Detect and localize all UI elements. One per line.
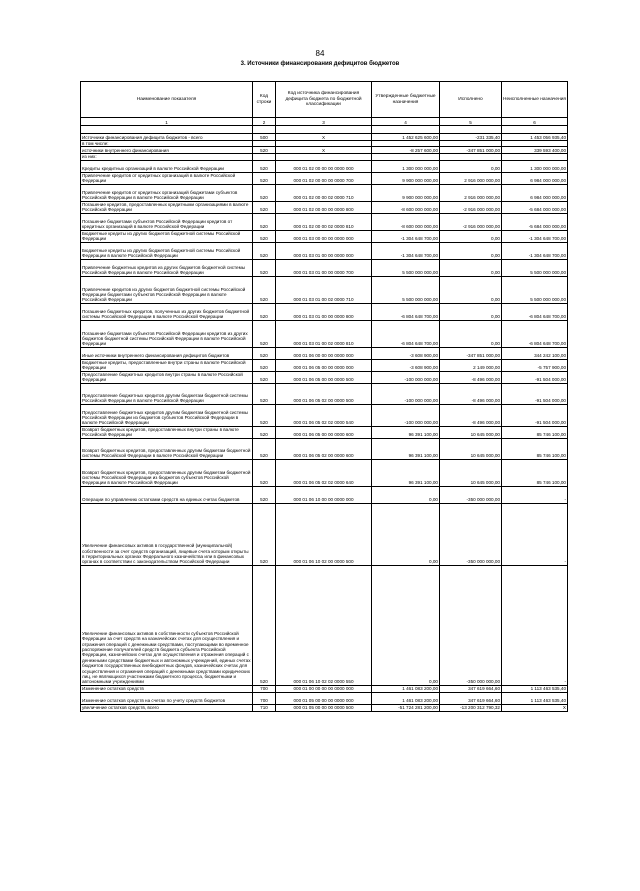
row-approved: -51 724 281 200,00	[372, 704, 440, 711]
row-executed: 2 916 000 000,00	[440, 172, 502, 184]
row-unexecuted: 6 984 000 000,00	[502, 172, 568, 184]
row-line-code: 520	[253, 201, 276, 213]
column-header: Код строки	[253, 82, 276, 118]
row-executed: 0,00	[440, 242, 502, 259]
row-executed: -8 496 000,00	[440, 371, 502, 383]
row-source-code: 000 01 06 05 00 00 0000 000	[276, 359, 372, 371]
row-unexecuted: -5 757 900,00	[502, 359, 568, 371]
row-approved: 5 500 000 000,00	[372, 276, 440, 303]
row-approved: 0,00	[372, 503, 440, 565]
row-unexecuted: -1 304 648 700,00	[502, 230, 568, 242]
column-header: Наименование показателя	[81, 82, 253, 118]
row-name: Погашение кредитов, предоставленных кредитными организациями в валюте Российской Федерации	[81, 201, 253, 213]
row-unexecuted: -	[502, 565, 568, 685]
row-name: Изменение остатков средств	[81, 685, 253, 692]
column-index: 3	[276, 118, 372, 126]
row-name: Предоставление бюджетных кредитов внутри страны в валюте Российской Федерации	[81, 371, 253, 383]
row-executed: 347 619 664,60	[440, 692, 502, 704]
table-row	[81, 459, 568, 486]
row-name: источники внутреннего финансирования	[81, 147, 253, 154]
row-name: Привлечение кредитов от кредитных организаций бюджетами субъектов Российской Федерации в валюте Российской Федерации	[81, 184, 253, 201]
row-unexecuted: 6 984 000 000,00	[502, 184, 568, 201]
row-executed: -350 000 000,00	[440, 486, 502, 503]
row-unexecuted: -6 804 648 700,00	[502, 303, 568, 320]
row-approved: -100 000 000,00	[372, 383, 440, 404]
row-source-code: 000 01 02 00 00 02 0000 710	[276, 184, 372, 201]
row-line-code: 520	[253, 459, 276, 486]
row-approved: -8 257 600,00	[372, 147, 440, 154]
row-name: Бюджетные кредиты, предоставленные внутри страны в валюте Российской Федерации	[81, 359, 253, 371]
row-executed: 2 149 000,00	[440, 359, 502, 371]
row-name	[81, 126, 253, 134]
row-executed: 0,00	[440, 259, 502, 276]
row-approved: 5 500 000 000,00	[372, 259, 440, 276]
row-source-code: 000 01 06 05 02 02 0000 640	[276, 459, 372, 486]
column-index: 5	[440, 118, 502, 126]
row-line-code: 700	[253, 685, 276, 692]
row-unexecuted: -	[502, 503, 568, 565]
row-approved: 0,00	[372, 565, 440, 685]
table-row	[81, 503, 568, 565]
row-line-code: 520	[253, 383, 276, 404]
row-unexecuted: X	[502, 704, 568, 711]
row-executed: -2 916 000 000,00	[440, 213, 502, 230]
table-row	[81, 383, 568, 404]
table-row	[81, 242, 568, 259]
row-source-code: 000 01 00 00 00 00 0000 000	[276, 685, 372, 692]
row-approved: -100 000 000,00	[372, 371, 440, 383]
row-name: Привлечение кредитов от кредитных организаций в валюте Российской Федерации	[81, 172, 253, 184]
table-row	[81, 704, 568, 711]
row-source-code: 000 01 06 10 02 02 0000 550	[276, 565, 372, 685]
row-approved: 1 300 000 000,00	[372, 160, 440, 172]
row-executed: 347 619 664,60	[440, 685, 502, 692]
row-approved: -8 600 000 000,00	[372, 213, 440, 230]
row-line-code: 520	[253, 486, 276, 503]
row-unexecuted: -5 684 000 000,00	[502, 201, 568, 213]
row-line-code: 520	[253, 160, 276, 172]
row-name: Привлечение кредитов из других бюджетов бюджетной системы Российской Федерации бюджетами субъектов Российской Федерации в валюте Российской Федерации	[81, 276, 253, 303]
table-row	[81, 303, 568, 320]
row-source-code: 000 01 05 00 00 00 0000 000	[276, 692, 372, 704]
row-approved	[372, 126, 440, 134]
table-row	[81, 184, 568, 201]
row-unexecuted: 339 593 400,00	[502, 147, 568, 154]
table-row	[81, 147, 568, 154]
row-line-code: 520	[253, 347, 276, 359]
row-approved: 96 391 100,00	[372, 438, 440, 459]
row-executed: -13 200 312 790,32	[440, 704, 502, 711]
row-line-code: 520	[253, 230, 276, 242]
table-row	[81, 213, 568, 230]
row-line-code: 520	[253, 172, 276, 184]
table-header-row	[81, 82, 568, 118]
table-row	[81, 259, 568, 276]
table-row	[81, 371, 568, 383]
row-line-code: 500	[253, 134, 276, 141]
row-executed: 2 916 000 000,00	[440, 184, 502, 201]
row-executed: 0,00	[440, 303, 502, 320]
row-executed: -347 851 000,00	[440, 147, 502, 154]
row-name: Возврат бюджетных кредитов, предоставленных внутри страны в валюте Российской Федерации	[81, 426, 253, 438]
table-row	[81, 134, 568, 141]
row-source-code: 000 01 06 00 00 00 0000 000	[276, 347, 372, 359]
table-body	[81, 126, 568, 712]
column-header: Утвержденные бюджетные назначения	[372, 82, 440, 118]
table-row	[81, 172, 568, 184]
table-row	[81, 126, 568, 134]
row-name: Погашение бюджетами субъектов Российской Федерации кредитов от кредитных организаций в валюте Российской Федерации	[81, 213, 253, 230]
row-source-code: 000 01 02 00 00 02 0000 810	[276, 213, 372, 230]
row-name: Погашение бюджетами субъектов Российской Федерации кредитов из других бюджетов бюджетной системы Российской Федерации в валюте Российской Федерации	[81, 320, 253, 347]
row-line-code: 520	[253, 565, 276, 685]
table-row	[81, 276, 568, 303]
row-unexecuted: 1 300 000 000,00	[502, 160, 568, 172]
row-name: Бюджетные кредиты из других бюджетов бюджетной системы Российской Федерации в валюте Российской Федерации	[81, 242, 253, 259]
row-executed: -350 000 000,00	[440, 565, 502, 685]
row-approved: -6 804 648 700,00	[372, 303, 440, 320]
row-approved: 9 900 000 000,00	[372, 184, 440, 201]
row-executed: -8 496 000,00	[440, 404, 502, 426]
table-row	[81, 692, 568, 704]
row-approved: -3 608 900,00	[372, 359, 440, 371]
row-name: Бюджетные кредиты из других бюджетов бюджетной системы Российской Федерации	[81, 230, 253, 242]
row-unexecuted: 1 113 463 535,40	[502, 692, 568, 704]
row-executed: 10 645 000,00	[440, 459, 502, 486]
row-name: Предоставление бюджетных кредитов другим бюджетам бюджетной системы Российской Федерации из бюджетов субъектов Российской Федерации в валюте Российской Федерации	[81, 404, 253, 426]
row-approved: -8 600 000 000,00	[372, 201, 440, 213]
row-source-code: 000 01 02 00 00 00 0000 700	[276, 172, 372, 184]
row-executed	[440, 126, 502, 134]
row-unexecuted: -5 684 000 000,00	[502, 213, 568, 230]
row-name: Возврат бюджетных кредитов, предоставленных другим бюджетам бюджетной системы Российской Федерации из бюджетов субъектов Российской Федерации в валюте Российской Федерации	[81, 459, 253, 486]
column-index: 1	[81, 118, 253, 126]
row-source-code: 000 01 03 01 00 02 0000 810	[276, 320, 372, 347]
row-unexecuted: 85 746 100,00	[502, 438, 568, 459]
row-source-code	[276, 126, 372, 134]
row-unexecuted: 1 113 463 535,40	[502, 685, 568, 692]
table-row	[81, 565, 568, 685]
row-line-code: 520	[253, 303, 276, 320]
row-name: Погашение бюджетных кредитов, полученных из других бюджетов бюджетной системы Российской Федерации в валюте Российской Федерации	[81, 303, 253, 320]
row-executed: -8 496 000,00	[440, 383, 502, 404]
row-approved: -100 000 000,00	[372, 404, 440, 426]
row-name: Привлечение бюджетных кредитов из других бюджетов бюджетной системы Российской Федерации в валюте Российской Федерации	[81, 259, 253, 276]
row-approved: 96 391 100,00	[372, 459, 440, 486]
row-unexecuted: -1 304 648 700,00	[502, 242, 568, 259]
row-source-code: 000 01 06 05 02 00 0000 600	[276, 438, 372, 459]
row-line-code: 520	[253, 503, 276, 565]
row-line-code: 520	[253, 242, 276, 259]
row-executed: 0,00	[440, 230, 502, 242]
row-name: Увеличение финансовых активов в собственности субъектов Российской Федерации за счет средств на казначейских счетах для осуществления и отражения операций с денежными средствами, поступающими во временное распоряжение получателей средств бюджета субъекта Российской Федерации, казначейских счетах для осуществления и отражения операций с денежными средствами бюджетных и автономных учреждений, единых счетах бюджетов государственных внебюджетных фондов, казначейских счетах для осуществления и отражения операций с денежными средствами юридических лиц, не являющихся участниками бюджетного процесса, бюджетными и автономными учреждениями	[81, 565, 253, 685]
row-line-code: 520	[253, 438, 276, 459]
row-line-code: 520	[253, 276, 276, 303]
row-line-code: 520	[253, 359, 276, 371]
row-name: Изменение остатков средств на счетах по учету средств бюджетов	[81, 692, 253, 704]
table-row	[81, 426, 568, 438]
table-row	[81, 230, 568, 242]
table-row	[81, 404, 568, 426]
row-source-code: 000 01 03 01 00 00 0000 000	[276, 242, 372, 259]
row-approved: 0,00	[372, 486, 440, 503]
table-row	[81, 486, 568, 503]
column-header: Неисполненные назначения	[502, 82, 568, 118]
row-line-code: 710	[253, 704, 276, 711]
column-header: Код источника финансирования дефицита бюджета по бюджетной классификации	[276, 82, 372, 118]
row-source-code: 000 01 06 05 02 00 0000 500	[276, 383, 372, 404]
column-index-row	[81, 118, 568, 126]
row-line-code: 520	[253, 320, 276, 347]
row-unexecuted: 344 242 100,00	[502, 347, 568, 359]
row-unexecuted: -6 804 648 700,00	[502, 320, 568, 347]
row-unexecuted: 85 746 100,00	[502, 426, 568, 438]
row-line-code: 520	[253, 213, 276, 230]
row-unexecuted: -91 504 000,00	[502, 404, 568, 426]
row-source-code: 000 01 03 00 00 00 0000 000	[276, 230, 372, 242]
column-index: 4	[372, 118, 440, 126]
row-source-code: 000 01 06 10 02 00 0000 500	[276, 503, 372, 565]
row-name: Предоставление бюджетных кредитов другим бюджетам бюджетной системы Российской Федерации в валюте Российской Федерации	[81, 383, 253, 404]
row-source-code: 000 01 06 10 00 00 0000 000	[276, 486, 372, 503]
row-unexecuted: 5 500 000 000,00	[502, 276, 568, 303]
table-row	[81, 160, 568, 172]
row-line-code: 520	[253, 259, 276, 276]
row-approved: 1 461 083 200,00	[372, 685, 440, 692]
row-approved: -3 608 900,00	[372, 347, 440, 359]
row-executed: -347 851 000,00	[440, 347, 502, 359]
row-approved: 1 461 083 200,00	[372, 692, 440, 704]
row-source-code: 000 01 03 01 00 02 0000 710	[276, 276, 372, 303]
row-name: Увеличение финансовых активов в государственной (муниципальной) собственности за счет средств организаций, лицевые счета которым открыты в территориальных органах Федерального казначейства или в финансовых органах в соответствии с законодательством Российской Федерации	[81, 503, 253, 565]
row-executed: 0,00	[440, 320, 502, 347]
row-source-code: 000 01 06 05 02 02 0000 540	[276, 404, 372, 426]
row-unexecuted: 1 453 056 935,40	[502, 134, 568, 141]
table-row	[81, 685, 568, 692]
row-name: Операции по управлению остатками средств на единых счетах бюджетов	[81, 486, 253, 503]
column-index: 2	[253, 118, 276, 126]
row-executed: -231 335,40	[440, 134, 502, 141]
row-source-code: 000 01 05 00 00 00 0000 500	[276, 704, 372, 711]
row-executed: -2 916 000 000,00	[440, 201, 502, 213]
row-name: в том числе:	[81, 141, 253, 147]
row-executed: 0,00	[440, 276, 502, 303]
table-row	[81, 359, 568, 371]
row-source-code: 000 01 06 05 00 00 0000 500	[276, 371, 372, 383]
row-unexecuted: -91 504 000,00	[502, 383, 568, 404]
row-source-code: 000 01 02 00 00 00 0000 800	[276, 201, 372, 213]
row-line-code: 700	[253, 692, 276, 704]
row-unexecuted: -91 504 000,00	[502, 371, 568, 383]
section-title: 3. Источники финансирования дефицитов бюджетов	[240, 61, 400, 67]
row-executed: 0,00	[440, 160, 502, 172]
financing-sources-table	[80, 81, 568, 712]
row-approved: 9 900 000 000,00	[372, 172, 440, 184]
row-source-code: 000 01 03 01 00 00 0000 800	[276, 303, 372, 320]
column-index: 6	[502, 118, 568, 126]
row-executed: -350 000 000,00	[440, 503, 502, 565]
table-row	[81, 320, 568, 347]
table-row	[81, 347, 568, 359]
row-source-code: X	[276, 134, 372, 141]
row-line-code: 520	[253, 184, 276, 201]
row-approved: 96 391 100,00	[372, 426, 440, 438]
row-source-code: 000 01 02 00 00 00 0000 000	[276, 160, 372, 172]
row-unexecuted: 5 500 000 000,00	[502, 259, 568, 276]
row-line-code: 520	[253, 147, 276, 154]
row-unexecuted: 85 746 100,00	[502, 459, 568, 486]
page-number: 84	[315, 49, 325, 58]
row-source-code: 000 01 03 01 00 00 0000 700	[276, 259, 372, 276]
row-approved: -6 804 648 700,00	[372, 320, 440, 347]
row-executed: 10 645 000,00	[440, 426, 502, 438]
row-approved: 1 452 625 600,00	[372, 134, 440, 141]
row-unexecuted: -	[502, 486, 568, 503]
row-name: увеличение остатков средств, всего	[81, 704, 253, 711]
row-name: Возврат бюджетных кредитов, предоставленных другим бюджетам бюджетной системы Российской Федерации в валюте Российской Федерации	[81, 438, 253, 459]
row-name: Кредиты кредитных организаций в валюте Российской Федерации	[81, 160, 253, 172]
row-approved: -1 304 648 700,00	[372, 230, 440, 242]
row-approved: -1 304 648 700,00	[372, 242, 440, 259]
row-source-code: X	[276, 147, 372, 154]
row-line-code	[253, 126, 276, 134]
row-executed: 10 645 000,00	[440, 438, 502, 459]
row-line-code: 520	[253, 371, 276, 383]
row-unexecuted	[502, 126, 568, 134]
row-line-code: 520	[253, 426, 276, 438]
table-row	[81, 201, 568, 213]
table-row	[81, 438, 568, 459]
row-line-code: 520	[253, 404, 276, 426]
row-name: Источники финансирования дефицита бюджетов - всего	[81, 134, 253, 141]
row-name: из них:	[81, 154, 253, 160]
column-header: Исполнено	[440, 82, 502, 118]
row-name: Иные источники внутреннего финансирования дефицитов бюджетов	[81, 347, 253, 359]
row-source-code: 000 01 06 05 00 00 0000 600	[276, 426, 372, 438]
